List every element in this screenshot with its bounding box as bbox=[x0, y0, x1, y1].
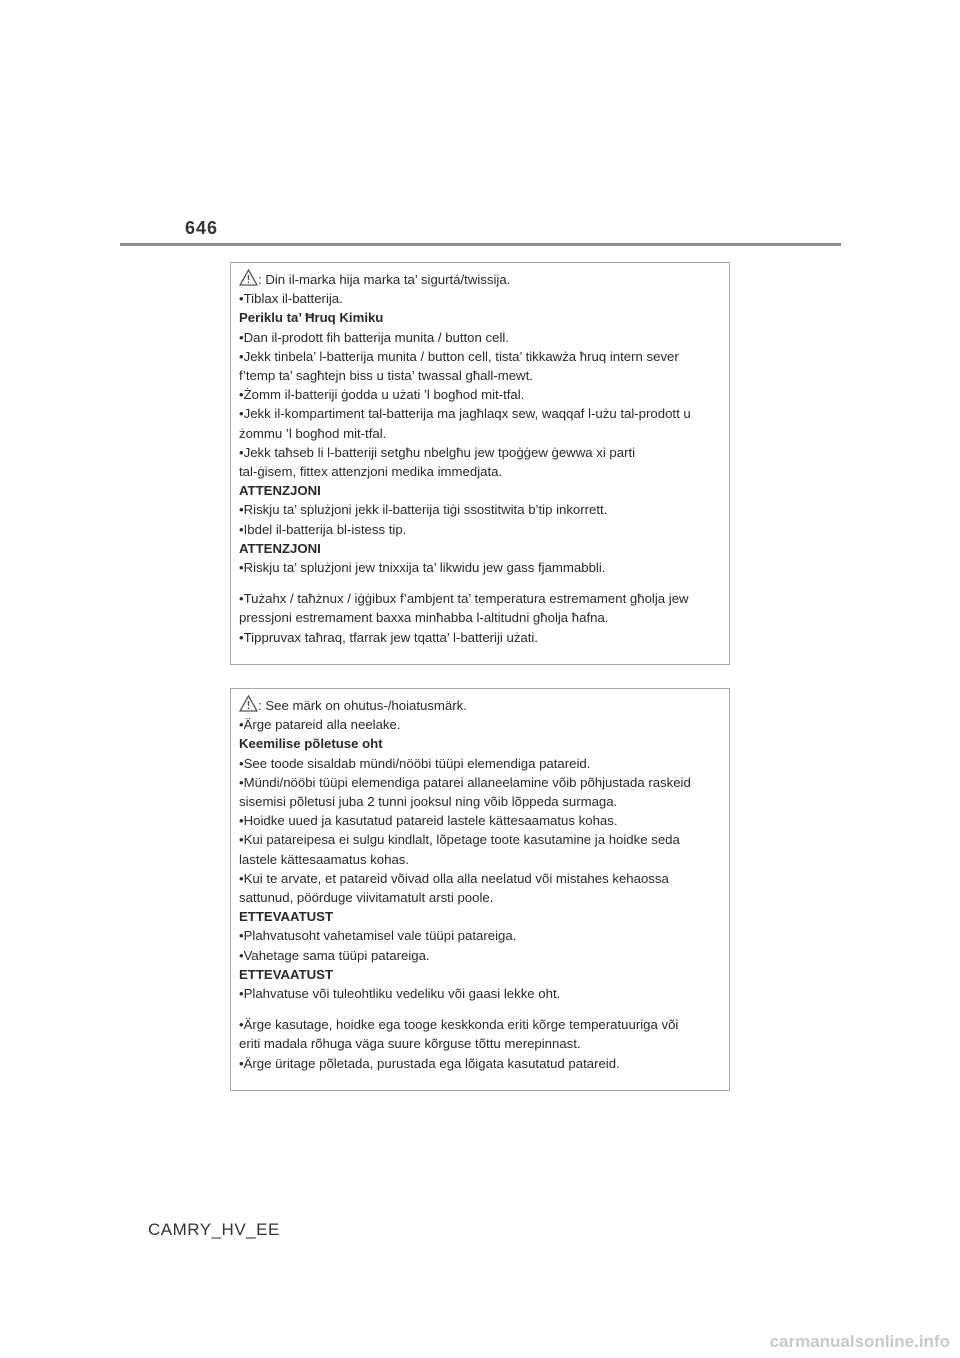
text-line: żommu ’l bogħod mit-tfal. bbox=[239, 425, 387, 441]
text-line: •Żomm il-batteriji ġodda u użati ’l bogħod mit-tfal. bbox=[239, 387, 525, 403]
warning-title-text: : See märk on ohutus-/hoiatusmärk. bbox=[258, 698, 467, 713]
text-line: •See toode sisaldab mündi/nööbi tüüpi elemendiga patareid. bbox=[239, 755, 591, 771]
text-line: f’temp ta’ sagħtejn biss u tista’ twassal għall-mewt. bbox=[239, 368, 533, 384]
section-heading: Periklu ta’ Ħruq Kimiku bbox=[239, 310, 384, 326]
text-line: •Ibdel il-batterija bl-istess tip. bbox=[239, 521, 407, 537]
text-line: •Hoidke uued ja kasutatud patareid lastele kättesaamatus kohas. bbox=[239, 813, 618, 829]
text-line: •Tiblax il-batterija. bbox=[239, 291, 343, 307]
text-line: •Tippruvax taħraq, tfarrak jew tqatta’ l-batteriji użati. bbox=[239, 629, 539, 645]
text-line: •Ärge patareid alla neelake. bbox=[239, 717, 401, 733]
text-line: •Jekk taħseb li l-batteriji setgħu nbelgħu jew tpoġġew ġewwa xi parti bbox=[239, 444, 636, 460]
header-rule bbox=[120, 243, 841, 246]
section-heading: ETTEVAATUST bbox=[239, 966, 334, 982]
section-heading: ATTENZJONI bbox=[239, 540, 321, 556]
text-line: •Jekk il-kompartiment tal-batterija ma jagħlaqx sew, waqqaf l-użu tal-prodott u bbox=[239, 406, 691, 422]
text-line: eriti madala rõhuga väga suure kõrguse tõttu merepinnast. bbox=[239, 1036, 581, 1052]
blank-line bbox=[239, 1003, 721, 1015]
text-line: •Vahetage sama tüüpi patareiga. bbox=[239, 947, 430, 963]
text-line: lastele kättesaamatus kohas. bbox=[239, 851, 410, 867]
warning-box-maltese bbox=[230, 262, 730, 665]
text-line: •Kui patareipesa ei sulgu kindlalt, lõpetage toote kasutamine ja hoidke seda bbox=[239, 832, 680, 848]
text-line: •Tużahx / taħżnux / iġġibux f’ambjent ta’ temperatura estremament għolja jew bbox=[239, 591, 689, 607]
text-line: •Mündi/nööbi tüüpi elemendiga patarei allaneelamine võib põhjustada raskeid bbox=[239, 774, 691, 790]
section-heading: ETTEVAATUST bbox=[239, 909, 334, 925]
text-line: •Ärge kasutage, hoidke ega tooge keskkonda eriti kõrge temperatuuriga või bbox=[239, 1017, 679, 1033]
section-heading: ATTENZJONI bbox=[239, 483, 321, 499]
warning-triangle-icon bbox=[239, 269, 258, 286]
warning-title bbox=[239, 695, 721, 715]
text-line: •Riskju ta’ splużjoni jekk il-batterija tiġi ssostitwita b’tip inkorrett. bbox=[239, 502, 608, 518]
text-line: •Plahvatusoht vahetamisel vale tüüpi patareiga. bbox=[239, 928, 517, 944]
site-watermark[interactable]: carmanualsonline.info bbox=[769, 1332, 950, 1351]
text-line: sisemisi põletusi juba 2 tunni jooksul ning võib lõppeda surmaga. bbox=[239, 794, 618, 810]
warning-triangle-icon bbox=[239, 695, 258, 712]
blank-line bbox=[239, 577, 721, 589]
section-heading: Keemilise põletuse oht bbox=[239, 736, 383, 752]
text-line: pressjoni estremament baxxa minħabba l-altitudni għolja ħafna. bbox=[239, 610, 609, 626]
footer-model-code: CAMRY_HV_EE bbox=[148, 1220, 280, 1239]
text-line: •Riskju ta’ splużjoni jew tnixxija ta’ likwidu jew gass fjammabbli. bbox=[239, 560, 606, 576]
warning-title-text: : Din il-marka hija marka ta’ sigurtá/twissija. bbox=[258, 272, 511, 287]
text-line: tal-ġisem, fittex attenzjoni medika immedjata. bbox=[239, 464, 503, 480]
warning-box-estonian bbox=[230, 688, 730, 1091]
text-line: •Kui te arvate, et patareid võivad olla alla neelatud või mistahes kehaossa bbox=[239, 870, 669, 886]
text-line: •Jekk tinbela’ l-batterija munita / button cell, tista’ tikkawża ħruq intern sever bbox=[239, 348, 679, 364]
warning-title bbox=[239, 269, 721, 289]
text-line: •Ärge üritage põletada, purustada ega lõigata kasutatud patareid. bbox=[239, 1055, 620, 1071]
text-line: sattunud, pöörduge viivitamatult arsti poole. bbox=[239, 890, 494, 906]
text-line: •Plahvatuse või tuleohtliku vedeliku või gaasi lekke oht. bbox=[239, 986, 561, 1002]
text-line: •Dan il-prodott fih batterija munita / button cell. bbox=[239, 329, 509, 345]
page-number: 646 bbox=[185, 218, 219, 238]
